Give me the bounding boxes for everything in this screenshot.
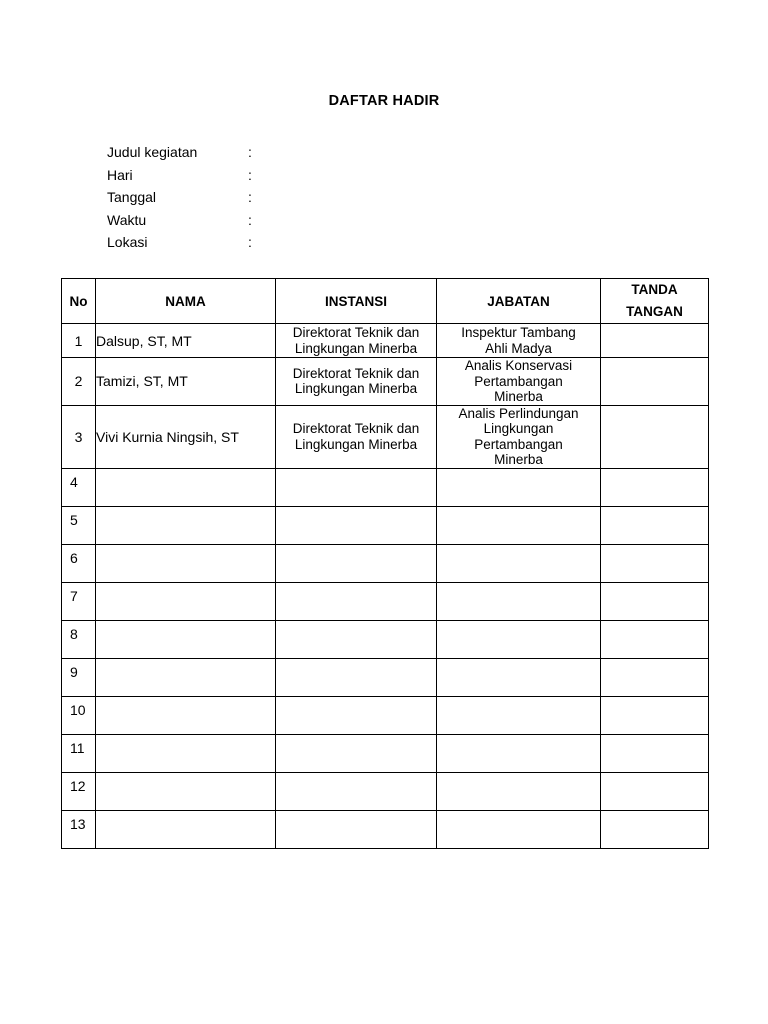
cell-no: 10 <box>62 696 96 734</box>
cell-tanda-tangan <box>601 582 709 620</box>
header-tangan-line: TANGAN <box>626 304 683 319</box>
table-row <box>62 810 709 848</box>
field-tanggal <box>107 186 258 209</box>
cell-jabatan: Inspektur Tambang Ahli Madya <box>437 324 601 358</box>
field-label: Judul kegiatan <box>107 144 198 161</box>
table-row <box>62 358 709 406</box>
cell-instansi <box>276 734 437 772</box>
table-row <box>62 658 709 696</box>
cell-instansi <box>276 810 437 848</box>
cell-jabatan <box>437 544 601 582</box>
field-judul-kegiatan <box>107 141 258 164</box>
header-jabatan: JABATAN <box>437 279 601 324</box>
cell-jabatan <box>437 658 601 696</box>
field-label: Hari <box>107 166 133 183</box>
attendance-table <box>61 278 709 849</box>
cell-instansi: Direktorat Teknik dan Lingkungan Minerba <box>276 405 437 468</box>
field-separator: : <box>248 189 252 206</box>
cell-jabatan <box>437 468 601 506</box>
cell-tanda-tangan <box>601 468 709 506</box>
cell-no: 11 <box>62 734 96 772</box>
table-row <box>62 696 709 734</box>
cell-instansi <box>276 620 437 658</box>
cell-instansi <box>276 544 437 582</box>
cell-instansi <box>276 696 437 734</box>
cell-jabatan <box>437 582 601 620</box>
table-row <box>62 734 709 772</box>
cell-instansi: Direktorat Teknik dan Lingkungan Minerba <box>276 358 437 406</box>
event-info-block <box>107 141 258 254</box>
header-tanda-tangan <box>601 279 709 324</box>
field-separator: : <box>248 211 252 228</box>
cell-nama <box>96 734 276 772</box>
cell-jabatan <box>437 734 601 772</box>
field-lokasi <box>107 231 258 254</box>
cell-instansi <box>276 468 437 506</box>
cell-instansi <box>276 658 437 696</box>
cell-instansi <box>276 506 437 544</box>
field-hari <box>107 164 258 187</box>
cell-no: 9 <box>62 658 96 696</box>
table-row <box>62 324 709 358</box>
cell-nama <box>96 544 276 582</box>
cell-nama <box>96 506 276 544</box>
field-separator: : <box>248 144 252 161</box>
cell-jabatan: Analis Konservasi Pertambangan Minerba <box>437 358 601 406</box>
cell-tanda-tangan <box>601 405 709 468</box>
cell-no: 3 <box>62 405 96 468</box>
table-row <box>62 544 709 582</box>
cell-nama <box>96 468 276 506</box>
cell-tanda-tangan <box>601 772 709 810</box>
cell-no: 8 <box>62 620 96 658</box>
cell-no: 7 <box>62 582 96 620</box>
field-waktu <box>107 209 258 232</box>
cell-tanda-tangan <box>601 544 709 582</box>
table-row <box>62 468 709 506</box>
cell-nama: Dalsup, ST, MT <box>96 324 276 358</box>
cell-jabatan <box>437 696 601 734</box>
field-separator: : <box>248 234 252 251</box>
cell-nama <box>96 582 276 620</box>
cell-tanda-tangan <box>601 324 709 358</box>
field-separator: : <box>248 166 252 183</box>
cell-nama: Vivi Kurnia Ningsih, ST <box>96 405 276 468</box>
table-row <box>62 506 709 544</box>
table-header-row <box>62 279 709 324</box>
cell-nama <box>96 620 276 658</box>
cell-tanda-tangan <box>601 506 709 544</box>
cell-no: 5 <box>62 506 96 544</box>
cell-nama <box>96 696 276 734</box>
cell-nama <box>96 658 276 696</box>
cell-no: 12 <box>62 772 96 810</box>
cell-jabatan <box>437 810 601 848</box>
cell-no: 4 <box>62 468 96 506</box>
header-instansi: INSTANSI <box>276 279 437 324</box>
cell-no: 1 <box>62 324 96 358</box>
cell-nama: Tamizi, ST, MT <box>96 358 276 406</box>
cell-jabatan: Analis Perlindungan Lingkungan Pertambangan Minerba <box>437 405 601 468</box>
cell-tanda-tangan <box>601 734 709 772</box>
cell-no: 6 <box>62 544 96 582</box>
table-row <box>62 620 709 658</box>
cell-jabatan <box>437 620 601 658</box>
field-label: Tanggal <box>107 189 157 206</box>
cell-no: 2 <box>62 358 96 406</box>
cell-instansi <box>276 772 437 810</box>
cell-jabatan <box>437 772 601 810</box>
document-title: DAFTAR HADIR <box>328 93 440 109</box>
header-tanda-line: TANDA <box>631 282 678 297</box>
cell-no: 13 <box>62 810 96 848</box>
field-label: Waktu <box>107 211 147 228</box>
cell-instansi <box>276 582 437 620</box>
cell-nama <box>96 772 276 810</box>
table-row <box>62 582 709 620</box>
cell-tanda-tangan <box>601 810 709 848</box>
header-nama: NAMA <box>96 279 276 324</box>
cell-tanda-tangan <box>601 620 709 658</box>
cell-tanda-tangan <box>601 696 709 734</box>
field-label: Lokasi <box>107 234 148 251</box>
table-row <box>62 772 709 810</box>
header-no: No <box>62 279 96 324</box>
table-row <box>62 405 709 468</box>
cell-instansi: Direktorat Teknik dan Lingkungan Minerba <box>276 324 437 358</box>
cell-tanda-tangan <box>601 658 709 696</box>
cell-tanda-tangan <box>601 358 709 406</box>
cell-nama <box>96 810 276 848</box>
cell-jabatan <box>437 506 601 544</box>
